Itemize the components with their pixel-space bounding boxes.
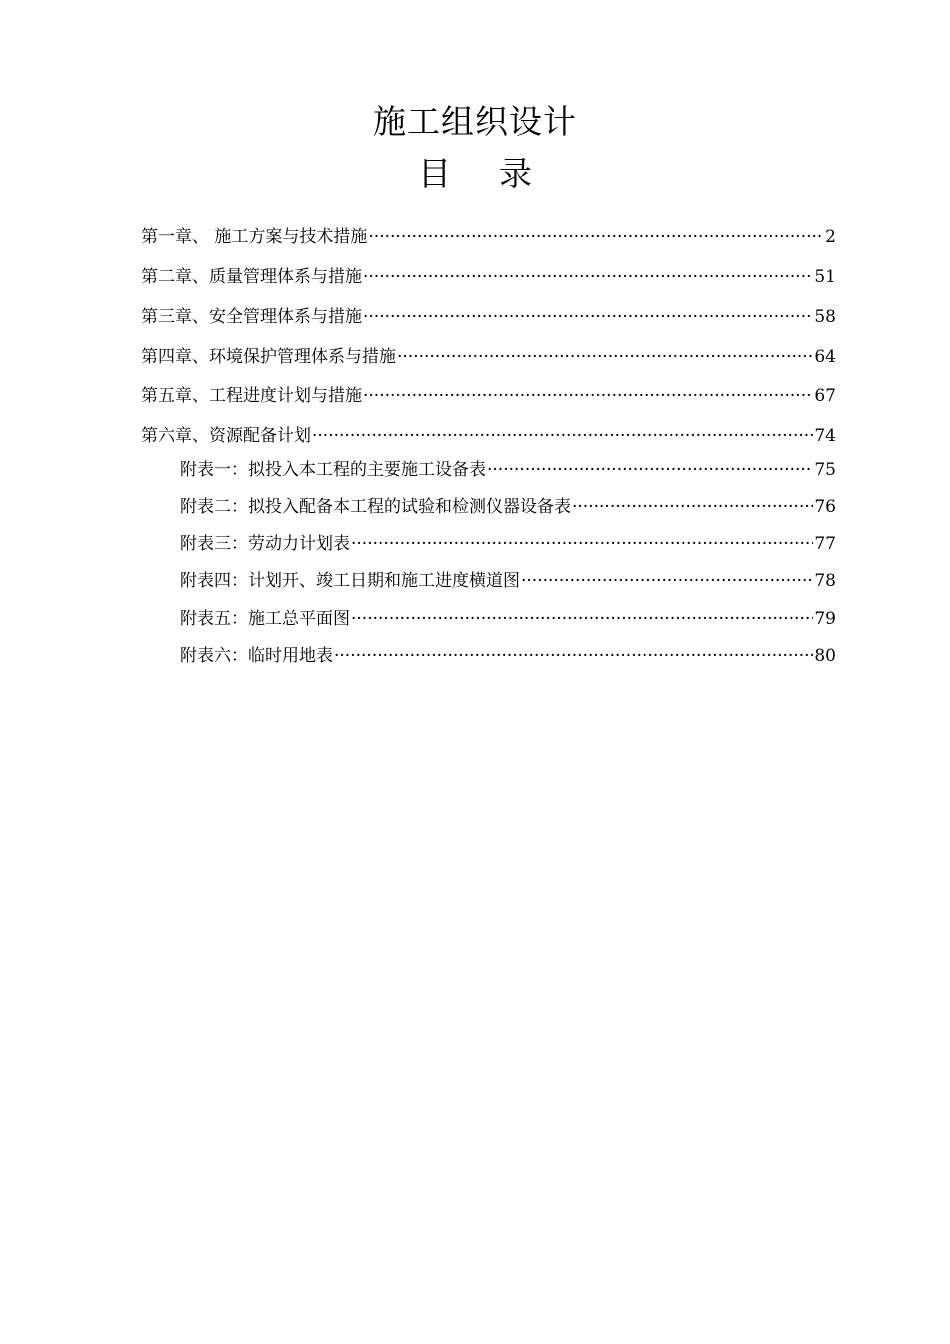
toc-entry-chapter-6[interactable] xyxy=(141,423,836,449)
chapter-number: 第二章、 xyxy=(141,267,209,287)
appendix-title: 临时用地表 xyxy=(248,646,333,666)
toc-entry-chapter-1[interactable] xyxy=(141,224,836,250)
chapter-number: 第四章、 xyxy=(141,347,209,367)
dot-leader xyxy=(334,643,813,669)
page-number: 2 xyxy=(825,227,836,247)
toc-entry-appendix-6[interactable] xyxy=(180,643,836,669)
toc-entry-appendix-1[interactable] xyxy=(180,457,836,483)
toc-entry-chapter-4[interactable] xyxy=(141,344,836,370)
chapter-number: 第三章、 xyxy=(141,307,209,327)
chapter-title: 环境保护管理体系与措施 xyxy=(209,347,396,367)
appendix-title: 拟投入配备本工程的试验和检测仪器设备表 xyxy=(248,497,571,517)
page-number: 51 xyxy=(814,267,836,287)
page-number: 80 xyxy=(814,646,836,666)
appendix-number: 附表五： xyxy=(180,609,248,629)
dot-leader xyxy=(487,457,813,483)
page-number: 64 xyxy=(814,347,836,367)
appendix-number: 附表四： xyxy=(180,571,248,591)
appendix-number: 附表三： xyxy=(180,534,248,554)
dot-leader xyxy=(351,606,813,632)
toc-heading-char-1: 目 xyxy=(418,154,451,193)
page-number: 79 xyxy=(814,609,836,629)
toc-entry-appendix-2[interactable] xyxy=(180,494,836,520)
toc-entry-chapter-3[interactable] xyxy=(141,304,836,330)
chapter-number: 第六章、 xyxy=(141,426,209,446)
chapter-title: 安全管理体系与措施 xyxy=(209,307,362,327)
page-number: 76 xyxy=(814,497,836,517)
page-number: 77 xyxy=(814,534,836,554)
dot-leader xyxy=(363,383,813,409)
toc-entry-chapter-2[interactable] xyxy=(141,264,836,290)
appendix-number: 附表一： xyxy=(180,460,248,480)
appendix-title: 拟投入本工程的主要施工设备表 xyxy=(248,460,486,480)
toc-entry-appendix-5[interactable] xyxy=(180,606,836,632)
dot-leader xyxy=(363,304,813,330)
page-number: 58 xyxy=(814,307,836,327)
dot-leader xyxy=(363,264,813,290)
appendix-title: 计划开、竣工日期和施工进度横道图 xyxy=(248,571,520,591)
chapter-number: 第一章、 xyxy=(141,227,209,247)
toc-heading-char-2: 录 xyxy=(499,154,532,193)
toc-heading xyxy=(0,152,950,196)
page-number: 74 xyxy=(814,426,836,446)
appendix-number: 附表二： xyxy=(180,497,248,517)
page-number: 75 xyxy=(814,460,836,480)
dot-leader xyxy=(351,531,813,557)
dot-leader xyxy=(521,568,813,594)
dot-leader xyxy=(397,344,813,370)
toc-entry-chapter-5[interactable] xyxy=(141,383,836,409)
chapter-title: 资源配备计划 xyxy=(209,426,311,446)
appendix-title: 劳动力计划表 xyxy=(248,534,350,554)
dot-leader xyxy=(572,494,813,520)
page-number: 67 xyxy=(814,386,836,406)
document-title: 施工组织设计 xyxy=(373,102,577,141)
chapter-number: 第五章、 xyxy=(141,386,209,406)
chapter-title: 质量管理体系与措施 xyxy=(209,267,362,287)
toc-entry-appendix-4[interactable] xyxy=(180,568,836,594)
chapter-title: 施工方案与技术措施 xyxy=(209,227,368,247)
toc-entry-appendix-3[interactable] xyxy=(180,531,836,557)
chapter-title: 工程进度计划与措施 xyxy=(209,386,362,406)
dot-leader xyxy=(368,224,824,250)
page-number: 78 xyxy=(814,571,836,591)
appendix-number: 附表六： xyxy=(180,646,248,666)
dot-leader xyxy=(312,423,813,449)
appendix-title: 施工总平面图 xyxy=(248,609,350,629)
